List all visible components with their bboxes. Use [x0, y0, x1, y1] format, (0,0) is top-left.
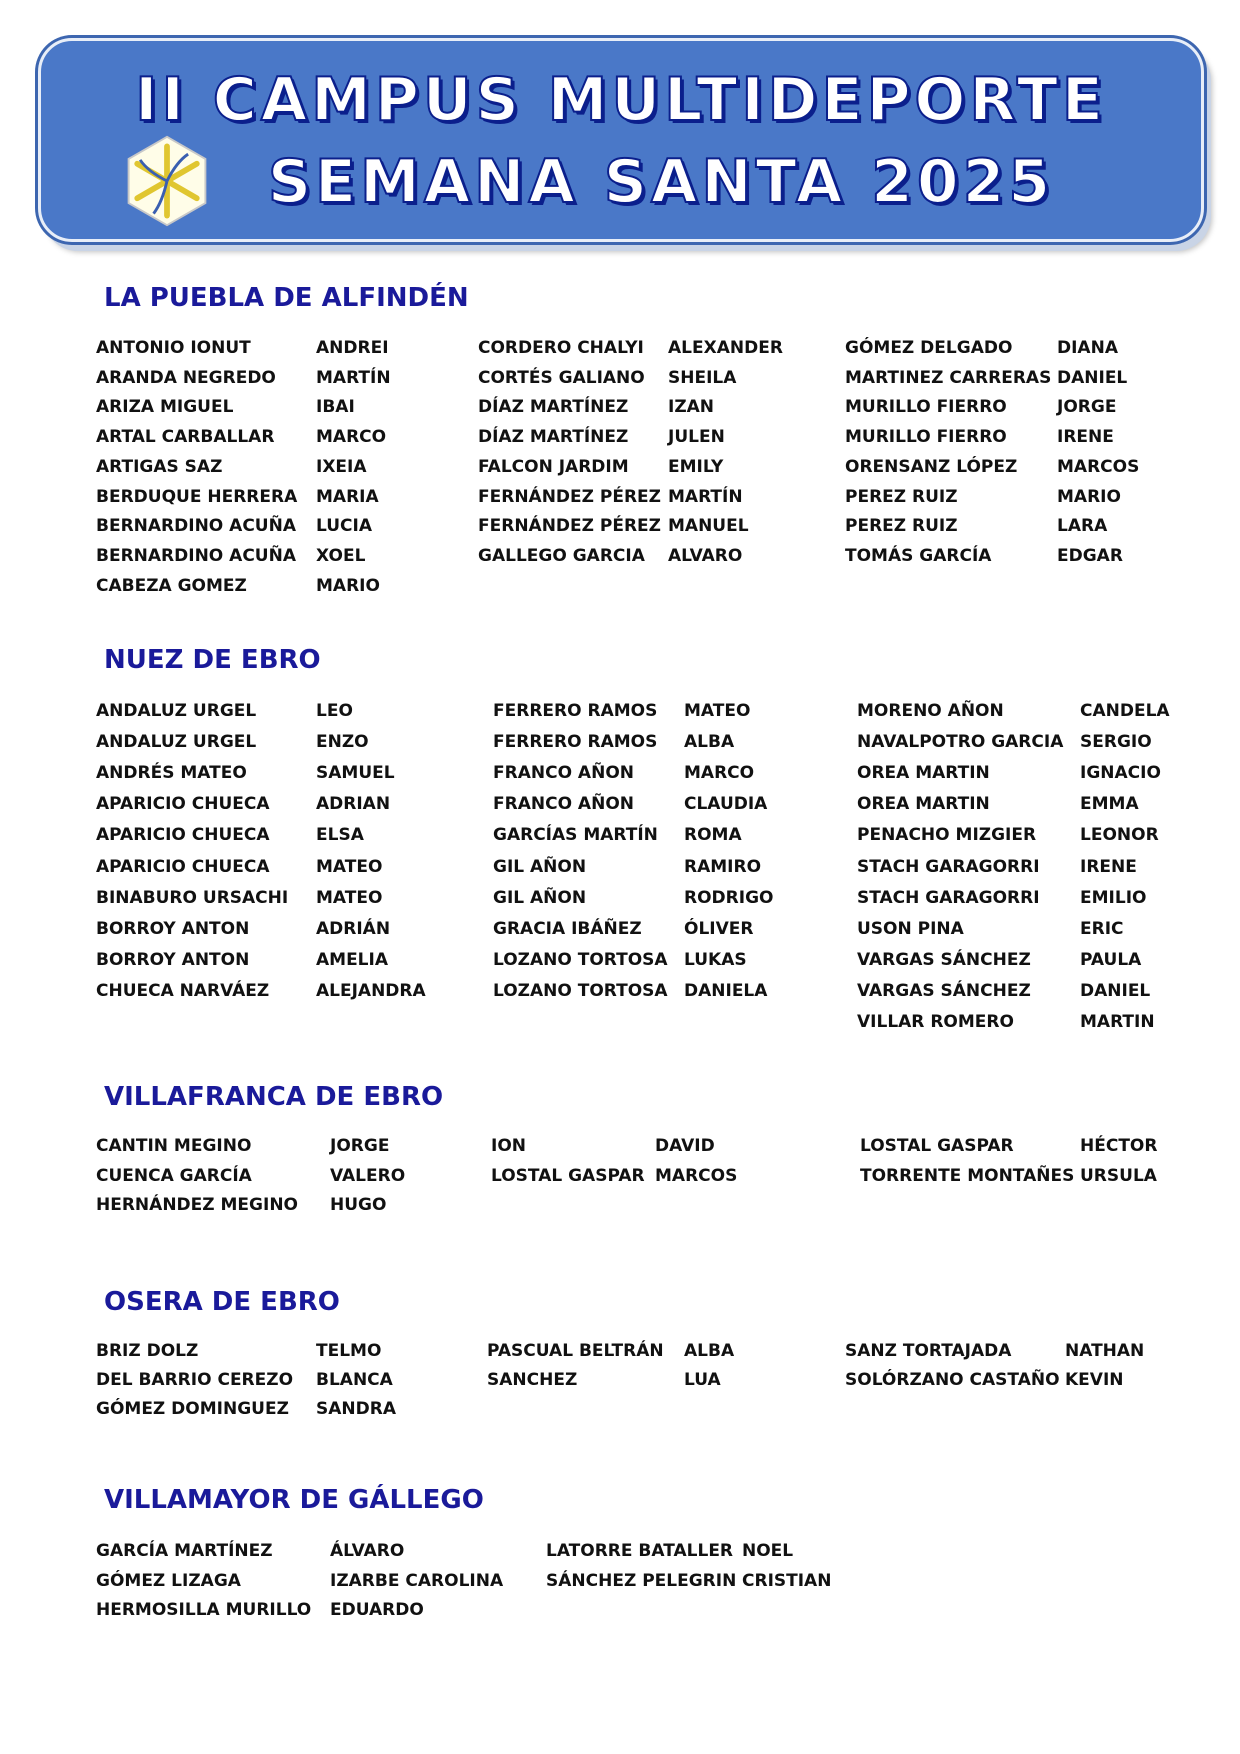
surname-cell: STACH GARAGORRI — [857, 888, 1040, 908]
given-name-cell: LUKAS — [684, 950, 747, 970]
given-name-cell: ÁLVARO — [330, 1541, 405, 1561]
surname-cell: FERRERO RAMOS — [493, 701, 658, 721]
title-banner — [38, 38, 1204, 242]
given-name-cell: ÓLIVER — [684, 919, 754, 939]
given-name-cell: SANDRA — [316, 1399, 396, 1419]
given-name-cell: IBAI — [316, 397, 355, 417]
surname-cell: LOSTAL GASPAR — [860, 1136, 1014, 1156]
section-title: NUEZ DE EBRO — [104, 645, 321, 675]
surname-cell: TOMÁS GARCÍA — [845, 546, 992, 566]
surname-cell: FERNÁNDEZ PÉREZ — [478, 516, 661, 536]
surname-cell: SANZ TORTAJADA — [845, 1341, 1012, 1361]
surname-cell: LOZANO TORTOSA — [493, 950, 668, 970]
given-name-cell: XOEL — [316, 546, 366, 566]
given-name-cell: RODRIGO — [684, 888, 774, 908]
given-name-cell: CRISTIAN — [742, 1571, 832, 1591]
given-name-cell: DANIEL — [1080, 981, 1151, 1001]
surname-cell: GALLEGO GARCIA — [478, 546, 645, 566]
surname-cell: CORDERO CHALYI — [478, 338, 644, 358]
given-name-cell: ALEXANDER — [668, 338, 783, 358]
given-name-cell: ANDREI — [316, 338, 389, 358]
given-name-cell: ALEJANDRA — [316, 981, 426, 1001]
given-name-cell: EDUARDO — [330, 1600, 424, 1620]
given-name-cell: MATEO — [316, 857, 383, 877]
surname-cell: ARANDA NEGREDO — [96, 368, 276, 388]
given-name-cell: MANUEL — [668, 516, 749, 536]
given-name-cell: MATEO — [316, 888, 383, 908]
given-name-cell: TELMO — [316, 1341, 382, 1361]
given-name-cell: IXEIA — [316, 457, 367, 477]
surname-cell: PEREZ RUIZ — [845, 516, 958, 536]
surname-cell: SÁNCHEZ PELEGRIN — [546, 1571, 737, 1591]
given-name-cell: NOEL — [742, 1541, 794, 1561]
surname-cell: GARCÍAS MARTÍN — [493, 825, 658, 845]
surname-cell: PEREZ RUIZ — [845, 487, 958, 507]
given-name-cell: LARA — [1057, 516, 1108, 536]
surname-cell: BERNARDINO ACUÑA — [96, 546, 296, 566]
surname-cell: CORTÉS GALIANO — [478, 368, 645, 388]
given-name-cell: MARCOS — [655, 1166, 738, 1186]
given-name-cell: MARCO — [316, 427, 387, 447]
given-name-cell: MARCO — [684, 763, 755, 783]
surname-cell: FALCON JARDIM — [478, 457, 629, 477]
given-name-cell: JULEN — [668, 427, 725, 447]
surname-cell: MARTINEZ CARRERAS — [845, 368, 1052, 388]
surname-cell: MURILLO FIERRO — [845, 427, 1007, 447]
surname-cell: GRACIA IBÁÑEZ — [493, 919, 642, 939]
given-name-cell: IGNACIO — [1080, 763, 1161, 783]
surname-cell: ARIZA MIGUEL — [96, 397, 234, 417]
given-name-cell: SERGIO — [1080, 732, 1152, 752]
given-name-cell: ROMA — [684, 825, 742, 845]
given-name-cell: JORGE — [330, 1136, 390, 1156]
given-name-cell: ALBA — [684, 732, 735, 752]
surname-cell: GÓMEZ DELGADO — [845, 338, 1013, 358]
surname-cell: DEL BARRIO CEREZO — [96, 1370, 294, 1390]
surname-cell: ANDALUZ URGEL — [96, 701, 257, 721]
surname-cell: ORENSANZ LÓPEZ — [845, 457, 1018, 477]
given-name-cell: DANIEL — [1057, 368, 1128, 388]
surname-cell: BORROY ANTON — [96, 950, 250, 970]
surname-cell: ARTAL CARBALLAR — [96, 427, 275, 447]
given-name-cell: MARTIN — [1080, 1012, 1155, 1032]
surname-cell: PENACHO MIZGIER — [857, 825, 1037, 845]
surname-cell: GARCÍA MARTÍNEZ — [96, 1541, 273, 1561]
surname-cell: VARGAS SÁNCHEZ — [857, 981, 1031, 1001]
surname-cell: ANDRÉS MATEO — [96, 763, 247, 783]
given-name-cell: MARIO — [316, 576, 380, 596]
surname-cell: PASCUAL BELTRÁN — [487, 1341, 664, 1361]
surname-cell: NAVALPOTRO GARCIA — [857, 732, 1064, 752]
given-name-cell: PAULA — [1080, 950, 1142, 970]
given-name-cell: MARCOS — [1057, 457, 1140, 477]
given-name-cell: URSULA — [1080, 1166, 1157, 1186]
given-name-cell: MARIO — [1057, 487, 1121, 507]
given-name-cell: LUCIA — [316, 516, 372, 536]
given-name-cell: CANDELA — [1080, 701, 1170, 721]
surname-cell: HERMOSILLA MURILLO — [96, 1600, 312, 1620]
surname-cell: FRANCO AÑON — [493, 763, 634, 783]
given-name-cell: JORGE — [1057, 397, 1117, 417]
surname-cell: GIL AÑON — [493, 888, 587, 908]
surname-cell: BORROY ANTON — [96, 919, 250, 939]
given-name-cell: VALERO — [330, 1166, 406, 1186]
given-name-cell: IZARBE CAROLINA — [330, 1571, 504, 1591]
given-name-cell: SHEILA — [668, 368, 737, 388]
surname-cell: GÓMEZ DOMINGUEZ — [96, 1399, 289, 1419]
surname-cell: APARICIO CHUECA — [96, 794, 270, 814]
surname-cell: FERNÁNDEZ PÉREZ — [478, 487, 661, 507]
given-name-cell: ENZO — [316, 732, 369, 752]
given-name-cell: ERIC — [1080, 919, 1124, 939]
surname-cell: APARICIO CHUECA — [96, 825, 270, 845]
given-name-cell: LEO — [316, 701, 353, 721]
surname-cell: DÍAZ MARTÍNEZ — [478, 427, 629, 447]
surname-cell: CHUECA NARVÁEZ — [96, 981, 270, 1001]
surname-cell: LATORRE BATALLER — [546, 1541, 734, 1561]
surname-cell: GÓMEZ LIZAGA — [96, 1571, 241, 1591]
given-name-cell: LUA — [684, 1370, 721, 1390]
surname-cell: STACH GARAGORRI — [857, 857, 1040, 877]
given-name-cell: HUGO — [330, 1195, 387, 1215]
given-name-cell: ADRIAN — [316, 794, 391, 814]
given-name-cell: ALVARO — [668, 546, 743, 566]
surname-cell: BERDUQUE HERRERA — [96, 487, 298, 507]
given-name-cell: CLAUDIA — [684, 794, 768, 814]
section-title: VILLAMAYOR DE GÁLLEGO — [104, 1485, 484, 1515]
surname-cell: CABEZA GOMEZ — [96, 576, 247, 596]
banner-title-line1: II CAMPUS MULTIDEPORTE — [135, 65, 1107, 135]
surname-cell: ANTONIO IONUT — [96, 338, 251, 358]
surname-cell: FRANCO AÑON — [493, 794, 634, 814]
surname-cell: DÍAZ MARTÍNEZ — [478, 397, 629, 417]
surname-cell: MURILLO FIERRO — [845, 397, 1007, 417]
surname-cell: CUENCA GARCÍA — [96, 1166, 252, 1186]
given-name-cell: EDGAR — [1057, 546, 1123, 566]
surname-cell: APARICIO CHUECA — [96, 857, 270, 877]
surname-cell: OREA MARTIN — [857, 763, 990, 783]
given-name-cell: DANIELA — [684, 981, 768, 1001]
given-name-cell: ADRIÁN — [316, 919, 391, 939]
given-name-cell: KEVIN — [1065, 1370, 1124, 1390]
given-name-cell: ALBA — [684, 1341, 735, 1361]
given-name-cell: ELSA — [316, 825, 364, 845]
surname-cell: VARGAS SÁNCHEZ — [857, 950, 1031, 970]
given-name-cell: LEONOR — [1080, 825, 1159, 845]
given-name-cell: DAVID — [655, 1136, 715, 1156]
given-name-cell: HÉCTOR — [1080, 1136, 1158, 1156]
surname-cell: LOSTAL GASPAR — [491, 1166, 645, 1186]
given-name-cell: RAMIRO — [684, 857, 762, 877]
surname-cell: HERNÁNDEZ MEGINO — [96, 1195, 298, 1215]
surname-cell: LOZANO TORTOSA — [493, 981, 668, 1001]
given-name-cell: MARTÍN — [668, 487, 743, 507]
given-name-cell: SAMUEL — [316, 763, 395, 783]
surname-cell: ANDALUZ URGEL — [96, 732, 257, 752]
surname-cell: BRIZ DOLZ — [96, 1341, 199, 1361]
given-name-cell: NATHAN — [1065, 1341, 1145, 1361]
surname-cell: VILLAR ROMERO — [857, 1012, 1014, 1032]
surname-cell: OREA MARTIN — [857, 794, 990, 814]
given-name-cell: DIANA — [1057, 338, 1118, 358]
given-name-cell: EMILY — [668, 457, 724, 477]
surname-cell: CANTIN MEGINO — [96, 1136, 252, 1156]
surname-cell: SOLÓRZANO CASTAÑO — [845, 1370, 1060, 1390]
given-name-cell: MARIA — [316, 487, 379, 507]
section-title: VILLAFRANCA DE EBRO — [104, 1082, 444, 1112]
given-name-cell: EMMA — [1080, 794, 1139, 814]
given-name-cell: MARTÍN — [316, 368, 391, 388]
surname-cell: ION — [491, 1136, 527, 1156]
banner-title-line2: SEMANA SANTA 2025 — [267, 147, 1055, 217]
section-title: OSERA DE EBRO — [104, 1287, 340, 1317]
given-name-cell: MATEO — [684, 701, 751, 721]
surname-cell: USON PINA — [857, 919, 964, 939]
surname-cell: GIL AÑON — [493, 857, 587, 877]
section-title: LA PUEBLA DE ALFINDÉN — [104, 283, 469, 313]
given-name-cell: IRENE — [1080, 857, 1137, 877]
given-name-cell: IZAN — [668, 397, 715, 417]
given-name-cell: IRENE — [1057, 427, 1114, 447]
surname-cell: FERRERO RAMOS — [493, 732, 658, 752]
surname-cell: BERNARDINO ACUÑA — [96, 516, 296, 536]
surname-cell: BINABURO URSACHI — [96, 888, 289, 908]
surname-cell: TORRENTE MONTAÑES — [860, 1166, 1075, 1186]
given-name-cell: EMILIO — [1080, 888, 1147, 908]
surname-cell: ARTIGAS SAZ — [96, 457, 223, 477]
given-name-cell: BLANCA — [316, 1370, 393, 1390]
surname-cell: SANCHEZ — [487, 1370, 578, 1390]
given-name-cell: AMELIA — [316, 950, 389, 970]
surname-cell: MORENO AÑON — [857, 701, 1004, 721]
